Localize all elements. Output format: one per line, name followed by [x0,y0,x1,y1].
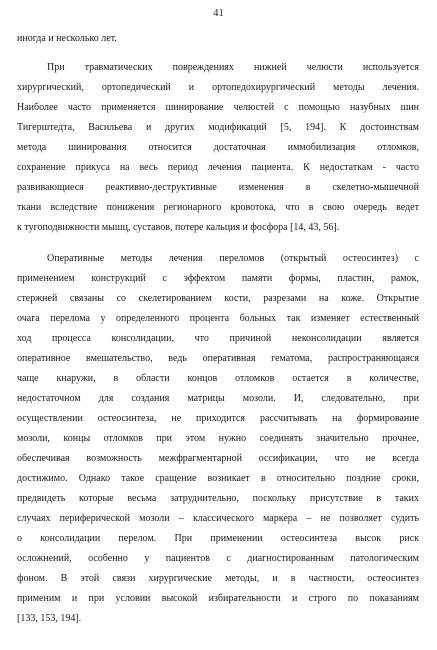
text-line: ткани вследствие понижения регионарного кровотока, что в свою очередь ведет [17,202,419,213]
text-line: метода шинирования относится достаточная иммобилизация отломков, [17,142,419,153]
text-line: обеспечивая возможность межфрагментарной оссификации, что не всегда [17,453,419,464]
text-line: сохранение прикуса на весь период лечения пациента. К недостаткам - часто [17,162,419,173]
text-line: оперативное вмешательство, ведь оперативная гематома, распространяющаяся [17,353,419,364]
text-line: чаще кнаружи, в области концов отломков остается в количестве, [17,373,419,384]
text-line: иногда и несколько лет. [17,33,117,44]
text-line: достижимо. Однако такое сращение возникает в относительно поздние сроки, [17,473,419,484]
text-line: Оперативные методы лечения переломов (открытый остеосинтез) с [47,253,419,264]
text-line: предвидеть которые весьма затруднительно, поскольку присутствие в таких [17,493,419,504]
text-line: Наиболее часто применяется шинирование челюстей с помощью назубных шин [17,102,419,113]
text-line: к тугоподвижности мышц, суставов, потере кальция и фосфора [14, 43, 56]. [17,222,340,233]
text-line: о консолидации перелом. При применении остеосинтеза высок риск [17,533,419,544]
text-line: применим и при условии высокой избирательности и строго по показаниям [17,593,419,604]
text-line: [133, 153, 194]. [17,613,82,624]
text-line: осложнений, особенно у пациентов с диагностированным патологическим [17,553,419,564]
text-line: стержней связаны со скелетированием кости, разрезами на коже. Открытие [17,293,419,304]
text-line: При травматических повреждениях нижней челюсти используется [47,62,419,73]
text-line: очага перелома у определенного процента больных так изменяет естественный [17,313,419,324]
text-line: случаях периферической мозоли – классического маркера – не позволяет судить [17,513,419,524]
text-line: фоном. В этой связи хирургические методы, и в частности, остеосинтез [17,573,419,584]
text-line: мозоли, концы отломков при этом нужно соединять значительно прочнее, [17,433,419,444]
text-line: осуществлении остеосинтеза, не приходится рассчитывать на формирование [17,413,419,424]
text-line: Тигерштедта, Васильева и других модификаций [5, 194]. К достоинствам [17,122,419,133]
text-line: применением конструкций с эффектом памяти формы, пластин, рамок, [17,273,419,284]
text-line: ход процесса консолидации, что причиной неконсолидации является [17,333,419,344]
page-number: 41 [213,8,224,19]
text-line: развивающиеся реактивно-деструктивные изменения в скелетно-мышечной [17,182,419,193]
text-line: недостаточном для создания матрицы мозоли. И, следовательно, при [17,393,419,404]
text-line: хирургический, ортопедический и ортопедохирургический методы лечения. [17,82,419,93]
